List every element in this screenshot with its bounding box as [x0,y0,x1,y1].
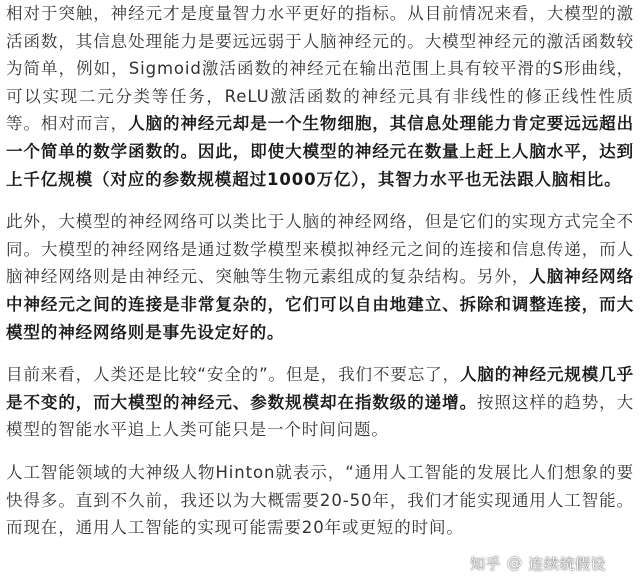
text-run: 人工智能领域的大神级人物Hinton就表示，“通用人工智能的发展比人们想象的要快得多。直到不久前，我还以为大概需要20-50年，我们才能实现通用人工智能。而现在，通用人工智能的实现可能需要20年或更短的时间。 [6,462,634,538]
text-run: 按照这样的趋势，大模型的智能水平追上人类可能只是一个时间问题。 [6,392,634,440]
paragraph-3 [6,361,634,444]
zhihu-watermark [470,548,606,578]
bold-text-run: 人脑的神经元却是一个生物细胞，其信息处理能力肯定要远远超出一个简单的数学函数的。因此，即使大模型的神经元在数量上赶上人脑水平，达到上千亿规模（对应的参数规模超过1000万亿），其智力水平也无法跟人脑相比。 [6,114,634,189]
article-body [6,0,634,542]
text-run: 目前来看，人类还是比较“安全的”。但是，我们不要忘了， [6,365,460,385]
watermark-author: 连续统假设 [528,554,607,573]
paragraph-2 [6,208,634,346]
bold-text-run: 人脑神经网络中神经元之间的连接是非常复杂的，它们可以自由地建立、拆除和调整连接，而大模型的神经网络则是事先设定好的。 [6,267,635,342]
bold-text-run: 人脑的神经元规模几乎是不变的，而大模型的神经元、参数规模却在指数级的递增。 [6,365,634,412]
text-run: 相对于突触，神经元才是度量智力水平更好的指标。从目前情况来看，大模型的激活函数，其信息处理能力是要远远弱于人脑神经元的。大模型神经元的激活函数较为简单，例如，Sigmoid激活函数的神经元在输出范围上具有较平滑的S形曲线，可以实现二元分类等任务，ReLU激活函数的神经元具有非线性的修正线性性质等。相对而言， [6,4,634,134]
text-run: 此外，大模型的神经网络可以类比于人脑的神经网络，但是它们的实现方式完全不同。大模型的神经网络是通过数学模型来模拟神经元之间的连接和信息传递，而人脑神经网络则是由神经元、突触等生物元素组成的复杂结构。另外， [6,212,634,287]
paragraph-1 [6,0,634,193]
watermark-at-icon: @ [507,554,523,572]
watermark-platform: 知乎 [470,554,502,573]
paragraph-4 [6,459,634,542]
